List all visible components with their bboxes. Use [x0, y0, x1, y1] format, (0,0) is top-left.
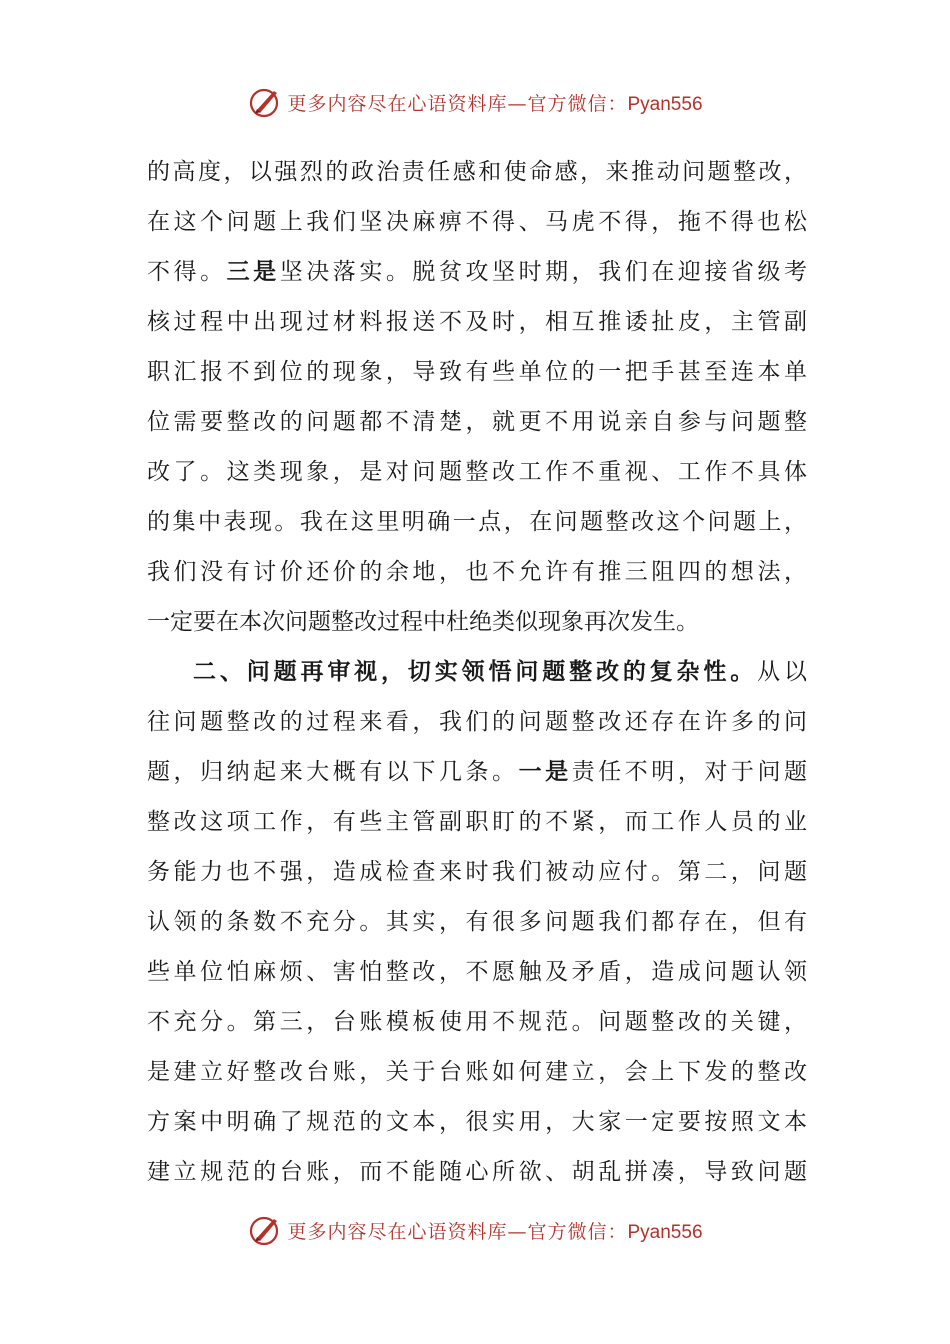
text-line: [147, 1047, 807, 1097]
text-segment: 责任不明，对于问题: [571, 759, 808, 785]
text-segment: 往问题整改的过程来看，我们的问题整改还存在许多的问: [147, 709, 807, 735]
banner-text: 更多内容尽在心语资料库—官方微信：Pyan556: [287, 92, 703, 115]
text-segment: 些单位怕麻烦、害怕整改，不愿触及矛盾，造成问题认领: [147, 959, 807, 985]
text-segment: 整改这项工作，有些主管副职盯的不紧，而工作人员的业: [147, 809, 807, 835]
text-segment: 在这个问题上我们坚决麻痹不得、马虎不得，拖不得也松: [147, 209, 807, 235]
text-line: [147, 297, 807, 347]
text-segment: 位需要整改的问题都不清楚，就更不用说亲自参与问题整: [147, 409, 807, 435]
text-line: [147, 997, 807, 1047]
text-segment: 的高度，以强烈的政治责任感和使命感，来推动问题整改，: [147, 159, 807, 185]
bold-text: 一是: [518, 758, 572, 785]
text-segment: 一定要在本次问题整改过程中杜绝类似现象再次发生。: [147, 609, 699, 635]
wechat-id: Pyan556: [627, 93, 703, 115]
footer-banner: [0, 1210, 950, 1250]
text-line: [147, 247, 807, 297]
text-segment: 职汇报不到位的现象，导致有些单位的一把手甚至连本单: [147, 359, 807, 385]
text-segment: 认领的条数不充分。其实，有很多问题我们都存在，但有: [147, 909, 807, 935]
text-line: [147, 797, 807, 847]
text-segment: 题，归纳起来大概有以下几条。: [147, 759, 519, 785]
banner-text: 更多内容尽在心语资料库—官方微信：Pyan556: [287, 1220, 703, 1243]
text-line: [147, 447, 807, 497]
text-line: [147, 847, 807, 897]
document-body: [147, 147, 807, 1197]
text-line: [147, 697, 807, 747]
text-segment: 务能力也不强，造成检查来时我们被动应付。第二，问题: [147, 859, 807, 885]
text-segment: 不充分。第三，台账模板使用不规范。问题整改的关键，: [147, 1009, 807, 1035]
text-segment: 方案中明确了规范的文本，很实用，大家一定要按照文本: [147, 1109, 807, 1135]
pen-circle-logo-icon: [247, 1212, 283, 1248]
text-line: [147, 1147, 807, 1197]
text-segment: 我们没有讨价还价的余地，也不允许有推三阻四的想法，: [147, 559, 807, 585]
text-line: [147, 747, 807, 797]
wechat-id: Pyan556: [627, 1221, 703, 1243]
bold-text: 三是: [226, 258, 280, 285]
text-line: [147, 197, 807, 247]
text-line: [147, 497, 807, 547]
text-segment: 的集中表现。我在这里明确一点，在问题整改这个问题上，: [147, 509, 807, 535]
text-line: [147, 547, 807, 597]
text-segment: 核过程中出现过材料报送不及时，相互推诿扯皮，主管副: [147, 309, 807, 335]
header-banner: [0, 82, 950, 122]
text-line: [147, 1097, 807, 1147]
bold-text: 二、问题再审视，切实领悟问题整改的复杂性。: [193, 658, 758, 685]
text-segment: 不得。: [147, 259, 227, 285]
text-line: [147, 897, 807, 947]
pen-circle-logo-icon: [247, 84, 283, 120]
text-segment: 建立规范的台账，而不能随心所欲、胡乱拼凑，导致问题: [147, 1159, 807, 1185]
text-line: [147, 647, 807, 697]
text-segment: 从以: [757, 659, 808, 685]
text-line: [147, 397, 807, 447]
text-segment: 是建立好整改台账，关于台账如何建立，会上下发的整改: [147, 1059, 807, 1085]
text-line: [147, 347, 807, 397]
text-segment: 坚决落实。脱贫攻坚时期，我们在迎接省级考: [279, 259, 808, 285]
text-line: [147, 947, 807, 997]
text-line: [147, 147, 807, 197]
text-segment: 改了。这类现象，是对问题整改工作不重视、工作不具体: [147, 459, 807, 485]
text-line: [147, 597, 807, 647]
